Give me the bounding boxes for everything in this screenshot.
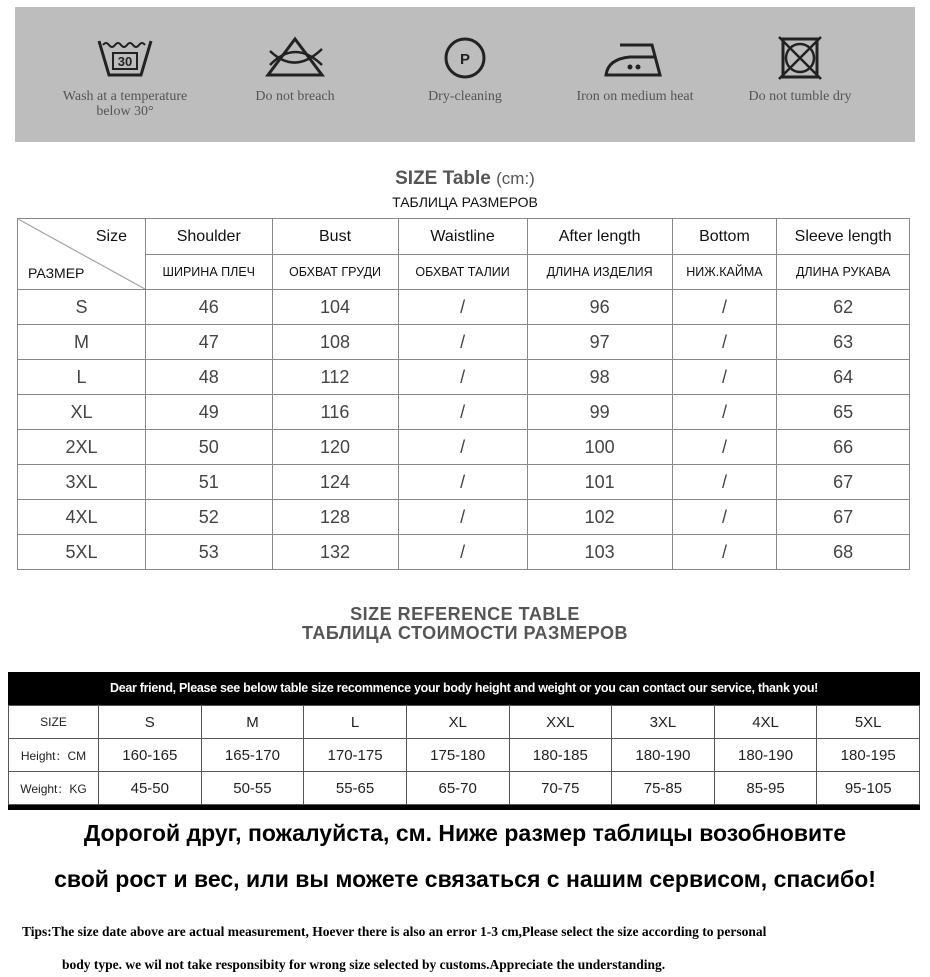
reference-cell: 4XL: [714, 706, 817, 739]
size-cell: 124: [272, 465, 398, 500]
size-cell: 104: [272, 290, 398, 325]
tips-label: Tips:: [22, 924, 52, 939]
reference-cell: 85-95: [714, 772, 817, 805]
reference-cell: Height：CM: [9, 739, 99, 772]
size-cell: 51: [146, 465, 273, 500]
size-table: [17, 218, 910, 570]
size-cell: 52: [146, 500, 273, 535]
reference-cell: 165-170: [201, 739, 304, 772]
header-ru-cell: ДЛИНА РУКАВА: [777, 255, 910, 290]
size-cell: 64: [777, 360, 910, 395]
reference-cell: XL: [406, 706, 509, 739]
size-cell: 4XL: [18, 500, 146, 535]
reference-cell: 3XL: [612, 706, 715, 739]
reference-cell: 50-55: [201, 772, 304, 805]
care-label: Do not breach: [255, 89, 335, 104]
header-cell: Waistline: [398, 219, 527, 255]
reference-cell: 75-85: [612, 772, 715, 805]
care-label: Wash at a temperature below 30°: [62, 89, 188, 119]
header-cell: Bust: [272, 219, 398, 255]
size-cell: 66: [777, 430, 910, 465]
size-cell: /: [398, 325, 527, 360]
reference-cell: XXL: [509, 706, 612, 739]
reference-cell: 180-190: [612, 739, 715, 772]
size-cell: 100: [527, 430, 672, 465]
corner-ru-label: РАЗМЕР: [28, 265, 85, 281]
size-cell: /: [672, 465, 777, 500]
no-tumble-dry-icon: [775, 35, 825, 81]
reference-cell: 180-195: [817, 739, 920, 772]
corner-cell: [18, 219, 146, 290]
size-cell: 120: [272, 430, 398, 465]
size-cell: 108: [272, 325, 398, 360]
size-cell: 96: [527, 290, 672, 325]
size-cell: /: [672, 430, 777, 465]
size-cell: 49: [146, 395, 273, 430]
reference-cell: 160-165: [99, 739, 202, 772]
size-table-subtitle: ТАБЛИЦА РАЗМЕРОВ: [392, 194, 538, 210]
size-cell: 101: [527, 465, 672, 500]
size-cell: /: [398, 500, 527, 535]
size-cell: /: [672, 535, 777, 570]
size-cell: 63: [777, 325, 910, 360]
header-ru-cell: ОБХВАТ ТАЛИИ: [398, 255, 527, 290]
subtitle-text: ТАБЛИЦА СТОИМОСТИ РАЗМЕРОВ: [301, 623, 629, 643]
svg-text:P: P: [459, 51, 471, 68]
reference-cell: 70-75: [509, 772, 612, 805]
reference-cell: 180-185: [509, 739, 612, 772]
size-cell: 103: [527, 535, 672, 570]
iron-medium-icon: [600, 35, 670, 81]
svg-text:30: 30: [117, 54, 133, 69]
size-cell: 47: [146, 325, 273, 360]
size-cell: 2XL: [18, 430, 146, 465]
reference-cell: L: [304, 706, 407, 739]
reference-row: [9, 772, 920, 805]
header-ru-cell: ШИРИНА ПЛЕЧ: [146, 255, 273, 290]
reference-cell: 180-190: [714, 739, 817, 772]
care-item-bleach: [215, 35, 375, 104]
reference-cell: 55-65: [304, 772, 407, 805]
reference-cell: 170-175: [304, 739, 407, 772]
size-cell: 68: [777, 535, 910, 570]
reference-cell: 175-180: [406, 739, 509, 772]
russian-note-line: свой рост и вес, или вы можете связаться с нашим сервисом, спасибо!: [54, 866, 876, 892]
size-cell: 5XL: [18, 535, 146, 570]
wash-30-icon: [95, 35, 155, 81]
reference-cell: Weight：KG: [9, 772, 99, 805]
header-row: [18, 219, 910, 255]
size-cell: XL: [18, 395, 146, 430]
size-cell: 67: [777, 465, 910, 500]
size-cell: /: [398, 535, 527, 570]
reference-cell: M: [201, 706, 304, 739]
size-cell: /: [672, 325, 777, 360]
size-row: [18, 465, 910, 500]
size-cell: 116: [272, 395, 398, 430]
header-ru-cell: ДЛИНА ИЗДЕЛИЯ: [527, 255, 672, 290]
reference-table: [8, 672, 920, 810]
size-cell: 132: [272, 535, 398, 570]
size-row: [18, 395, 910, 430]
size-cell: 50: [146, 430, 273, 465]
header-ru-cell: ОБХВАТ ГРУДИ: [272, 255, 398, 290]
size-row: [18, 430, 910, 465]
header-cell: Sleeve length: [777, 219, 910, 255]
care-item-tumble: [720, 35, 880, 104]
tips-line: body type. we wil not take responsibity for wrong size selected by customs.Appreciate the understanding.: [62, 957, 666, 972]
size-cell: 62: [777, 290, 910, 325]
size-cell: 53: [146, 535, 273, 570]
size-cell: M: [18, 325, 146, 360]
size-cell: 99: [527, 395, 672, 430]
size-cell: /: [398, 430, 527, 465]
size-cell: 98: [527, 360, 672, 395]
reference-row: [9, 739, 920, 772]
size-cell: /: [672, 395, 777, 430]
care-label: Do not tumble dry: [748, 89, 852, 104]
size-table-title: [0, 168, 930, 190]
reference-row: [9, 706, 920, 739]
size-row: [18, 535, 910, 570]
header-cell: Bottom: [672, 219, 777, 255]
size-cell: /: [398, 360, 527, 395]
corner-size-label: Size: [95, 228, 127, 245]
care-label: Dry-cleaning: [428, 89, 502, 104]
size-cell: 112: [272, 360, 398, 395]
size-cell: /: [672, 290, 777, 325]
size-cell: 128: [272, 500, 398, 535]
size-cell: 97: [527, 325, 672, 360]
size-cell: 46: [146, 290, 273, 325]
care-item-wash: [45, 35, 205, 119]
size-cell: /: [672, 360, 777, 395]
title-text: SIZE Table: [395, 168, 491, 189]
size-cell: 3XL: [18, 465, 146, 500]
size-cell: /: [672, 500, 777, 535]
no-bleach-icon: [260, 35, 330, 81]
size-cell: S: [18, 290, 146, 325]
size-cell: 65: [777, 395, 910, 430]
tips-text: The size date above are actual measurement, Hoever there is also an error 1-3 cm,Please select the size according to personal: [51, 924, 767, 939]
header-ru-cell: НИЖ.КАЙМА: [672, 255, 777, 290]
size-cell: 67: [777, 500, 910, 535]
size-row: [18, 500, 910, 535]
size-cell: /: [398, 290, 527, 325]
size-cell: 102: [527, 500, 672, 535]
size-row: [18, 325, 910, 360]
reference-banner: Dear friend, Please see below table size recommence your body height and weight or you can contact our service, thank you!: [109, 681, 819, 695]
care-label: Iron on medium heat: [576, 89, 694, 104]
reference-cell: 5XL: [817, 706, 920, 739]
header-cell: Shoulder: [146, 219, 273, 255]
care-item-iron: [555, 35, 715, 104]
size-cell: /: [398, 395, 527, 430]
reference-cell: 65-70: [406, 772, 509, 805]
title-text: SIZE REFERENCE TABLE: [350, 604, 580, 624]
size-cell: 48: [146, 360, 273, 395]
tips-line: [22, 924, 766, 940]
russian-note-line: Дорогой друг, пожалуйста, см. Ниже размер таблицы возобновите: [83, 820, 847, 846]
header-ru-row: [18, 255, 910, 290]
unit-text: (cm:): [496, 169, 535, 188]
size-row: [18, 290, 910, 325]
reference-cell: 95-105: [817, 772, 920, 805]
size-cell: L: [18, 360, 146, 395]
reference-cell: 45-50: [99, 772, 202, 805]
size-row: [18, 360, 910, 395]
care-item-dryclean: [385, 35, 545, 104]
reference-cell: SIZE: [9, 706, 99, 739]
reference-table-title: [0, 605, 930, 643]
reference-cell: S: [99, 706, 202, 739]
header-cell: After length: [527, 219, 672, 255]
care-instructions-panel: [15, 7, 915, 142]
dry-clean-p-icon: [442, 35, 488, 81]
size-cell: /: [398, 465, 527, 500]
